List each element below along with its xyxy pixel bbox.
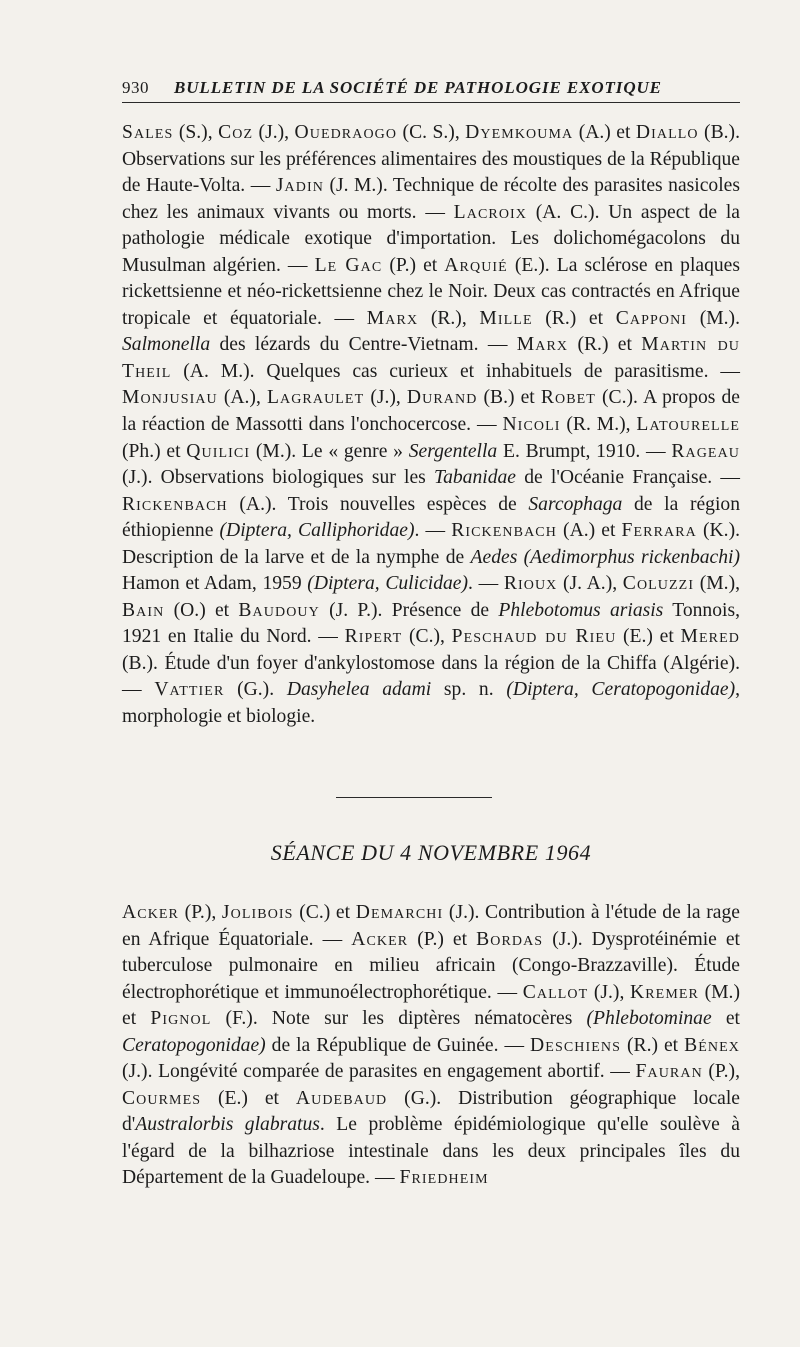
author-name: Courmes [122, 1087, 202, 1109]
author-name: Acker [351, 928, 409, 950]
author-name: Audebaud [295, 1087, 388, 1109]
text-run: (A.) et [573, 122, 636, 143]
text-run: (A.). Trois nouvelles espèces de [227, 493, 529, 515]
author-name: Quilici [186, 440, 251, 462]
author-name: Coz [218, 122, 254, 143]
taxon-name: (Diptera, Calliphoridae) [219, 520, 415, 542]
text-run: (Ph.) et [122, 440, 187, 462]
text-run: de la région éthiopienne [122, 493, 740, 542]
text-run: (M.). Le « genre » [250, 440, 409, 462]
taxon-name: (Diptera, Culicidae) [307, 573, 469, 595]
taxon-name: Australorbis glabratus [135, 1114, 320, 1136]
text-run: (R.), [418, 307, 480, 329]
text-run: (J.), [588, 981, 630, 1003]
author-name: Fauran [635, 1061, 703, 1083]
text-run: (K.). Description de la larve et de la nymphe de [122, 520, 740, 568]
text-run: (P.), [702, 1061, 740, 1083]
taxon-name: Salmonella [122, 334, 211, 356]
text-run: des lézards du Centre-Vietnam. — [210, 334, 517, 356]
text-run: (E.) et [201, 1087, 296, 1109]
text-run: (O.) et [164, 599, 239, 621]
author-name: Durand [406, 387, 478, 409]
text-run: (E.). La sclérose en plaques rickettsienne et néo-rickettsienne chez le Noir. Deux cas contractés en Afrique tropicale et équatoriale. — [122, 254, 740, 329]
section-separator [336, 797, 492, 798]
text-run: (R.) et [568, 334, 642, 356]
author-name: Acker [122, 902, 179, 923]
text-run: (J.). Observations biologiques sur les [122, 467, 434, 489]
author-name: Diallo [635, 122, 699, 143]
author-name: Rageau [671, 440, 740, 462]
text-run: (B.). Observations sur les préférences alimentaires des moustiques de la République de Haute-Volta. — [122, 122, 740, 197]
author-name: Ouedraogo [294, 122, 398, 143]
text-run: (C.), [402, 626, 452, 648]
author-name: Nicoli [502, 414, 561, 436]
text-run: (A. C.). Un aspect de la pathologie médicale exotique d'importation. Les dolichomégacolons du Musulman algérien. — [122, 201, 740, 276]
author-name: Kremer [629, 981, 699, 1003]
text-run: (S.), [173, 122, 219, 143]
author-name: Marx [366, 307, 419, 329]
author-name: Capponi [615, 307, 688, 329]
text-run: sp. n. [431, 679, 507, 701]
text-run: (A. M.). Quelques cas curieux et inhabituels de parasitisme. — [171, 360, 740, 382]
author-name: Robet [540, 387, 596, 409]
text-run: (M.). [687, 307, 740, 329]
author-name: Ferrara [621, 520, 697, 542]
author-name: Rickenbach [451, 520, 557, 542]
text-run: , morphologie et biologie. [122, 679, 741, 728]
author-name: Coluzzi [622, 573, 695, 595]
taxon-name: (Phlebotominae [586, 1008, 712, 1030]
text-run: (C.) et [293, 902, 356, 923]
author-name: Monjusiau [122, 387, 218, 409]
author-name: Bénex [684, 1034, 740, 1056]
taxon-name: Sarcophaga [528, 493, 623, 515]
author-name: Jolibois [221, 902, 294, 923]
author-name: Mille [479, 307, 533, 329]
author-name: Bordas [476, 928, 544, 950]
taxon-name: (Diptera, Ceratopogonidae) [506, 679, 736, 701]
author-name: Dyemkouma [465, 122, 574, 143]
text-run: (J.). Contribution à l'étude de la rage en Afrique Équatoriale. — [122, 902, 740, 950]
running-title: BULLETIN DE LA SOCIÉTÉ DE PATHOLOGIE EXOTIQUE [174, 78, 662, 97]
text-run: (C. S.), [397, 122, 466, 143]
text-run: E. Brumpt, 1910. — [497, 440, 672, 462]
author-name: Deschiens [530, 1034, 621, 1056]
text-run: (J. P.). Présence de [319, 599, 499, 621]
text-run: (J.), [253, 122, 295, 143]
author-name: Bain [122, 599, 165, 621]
text-run: (G.). [224, 679, 287, 701]
text-run: Tonnois, 1921 en Italie du Nord. — [122, 599, 740, 648]
author-name: Ripert [344, 626, 403, 648]
author-name: Marx [516, 334, 569, 356]
taxon-name: Ceratopogonidae) [122, 1034, 266, 1056]
text-run: . Le problème épidémiologique qu'elle soulève à l'égard de la bilhazriose intestinale dans les deux principales îles du Département de la Guadeloupe. — [122, 1114, 740, 1189]
text-run: (R.) et [621, 1034, 685, 1056]
page-number: 930 [122, 78, 149, 97]
text-run: (P.) et [382, 254, 445, 276]
text-run: (J.). Longévité comparée de parasites en engagement abortif. — [122, 1061, 636, 1083]
text-run: (J. M.). Technique de récolte des parasites nasicoles chez les animaux vivants ou morts. — [122, 175, 740, 223]
text-run: (M.) et [122, 981, 740, 1030]
text-run: Hamon et Adam, 1959 [122, 573, 308, 595]
taxon-name: Tabanidae [433, 467, 517, 489]
text-run: . — [414, 520, 452, 542]
text-run: (G.). Distribution géographique locale d' [122, 1087, 740, 1136]
author-name: Callot [522, 981, 589, 1003]
author-name: Jadin [275, 175, 324, 197]
author-name: Vattier [154, 679, 225, 701]
text-run: (F.). Note sur les diptères nématocères [211, 1008, 587, 1030]
text-run: (B.) et [477, 387, 541, 409]
author-name: Latourelle [636, 414, 741, 436]
text-run: et [711, 1008, 741, 1030]
session-communications [122, 900, 740, 1192]
running-header [122, 78, 742, 102]
text-run: . — [468, 573, 504, 595]
author-name: Baudouy [238, 599, 320, 621]
author-name: Friedheim [399, 1167, 489, 1189]
text-run: (J.), [364, 387, 407, 409]
taxon-name: Phlebotomus ariasis [498, 599, 664, 621]
author-name: Lacroix [453, 201, 528, 223]
communications-list [122, 120, 740, 731]
author-name: Arquié [444, 254, 508, 276]
text-run: (P.) et [408, 928, 477, 950]
text-run: (C.). A propos de la réaction de Massotti dans l'onchocercose. — [122, 387, 741, 436]
author-name: Sales [122, 122, 174, 143]
author-name: Le Gac [314, 254, 383, 276]
text-run: (J.). Dysprotéinémie et tuberculose pulmonaire en milieu africain (Congo-Brazzaville). Étude électrophorétique et immunoélectrophorétique. — [122, 928, 740, 1003]
text-run: de la République de Guinée. — [265, 1034, 531, 1056]
author-name: Rickenbach [122, 493, 228, 515]
author-name: Pignol [150, 1008, 212, 1030]
author-name: Martin du Theil [122, 334, 740, 382]
taxon-name: Sergentella [408, 440, 498, 462]
text-run: (E.) et [616, 626, 681, 648]
author-name: Demarchi [355, 902, 444, 923]
header-rule [122, 102, 740, 103]
text-run: (A.), [217, 387, 267, 409]
text-run: (R. M.), [560, 414, 637, 436]
author-name: Peschaud du Rieu [451, 626, 617, 648]
author-name: Mered [680, 626, 740, 648]
text-run: (A.) et [556, 520, 622, 542]
text-run: (M.), [694, 573, 741, 595]
text-run: (R.) et [532, 307, 616, 329]
session-title: SÉANCE DU 4 NOVEMBRE 1964 [270, 840, 592, 865]
text-run: (B.). Étude d'un foyer d'ankylostomose dans la région de la Chiffa (Algérie). — [122, 652, 740, 701]
author-name: Lagraulet [266, 387, 365, 409]
text-run: (P.), [179, 902, 222, 923]
taxon-name: Dasyhelea adami [286, 679, 432, 701]
author-name: Rioux [503, 573, 558, 595]
taxon-name: Aedes (Aedimorphus rickenbachi) [470, 546, 740, 568]
text-run: (J. A.), [557, 573, 623, 595]
text-run: de l'Océanie Française. — [516, 467, 740, 489]
